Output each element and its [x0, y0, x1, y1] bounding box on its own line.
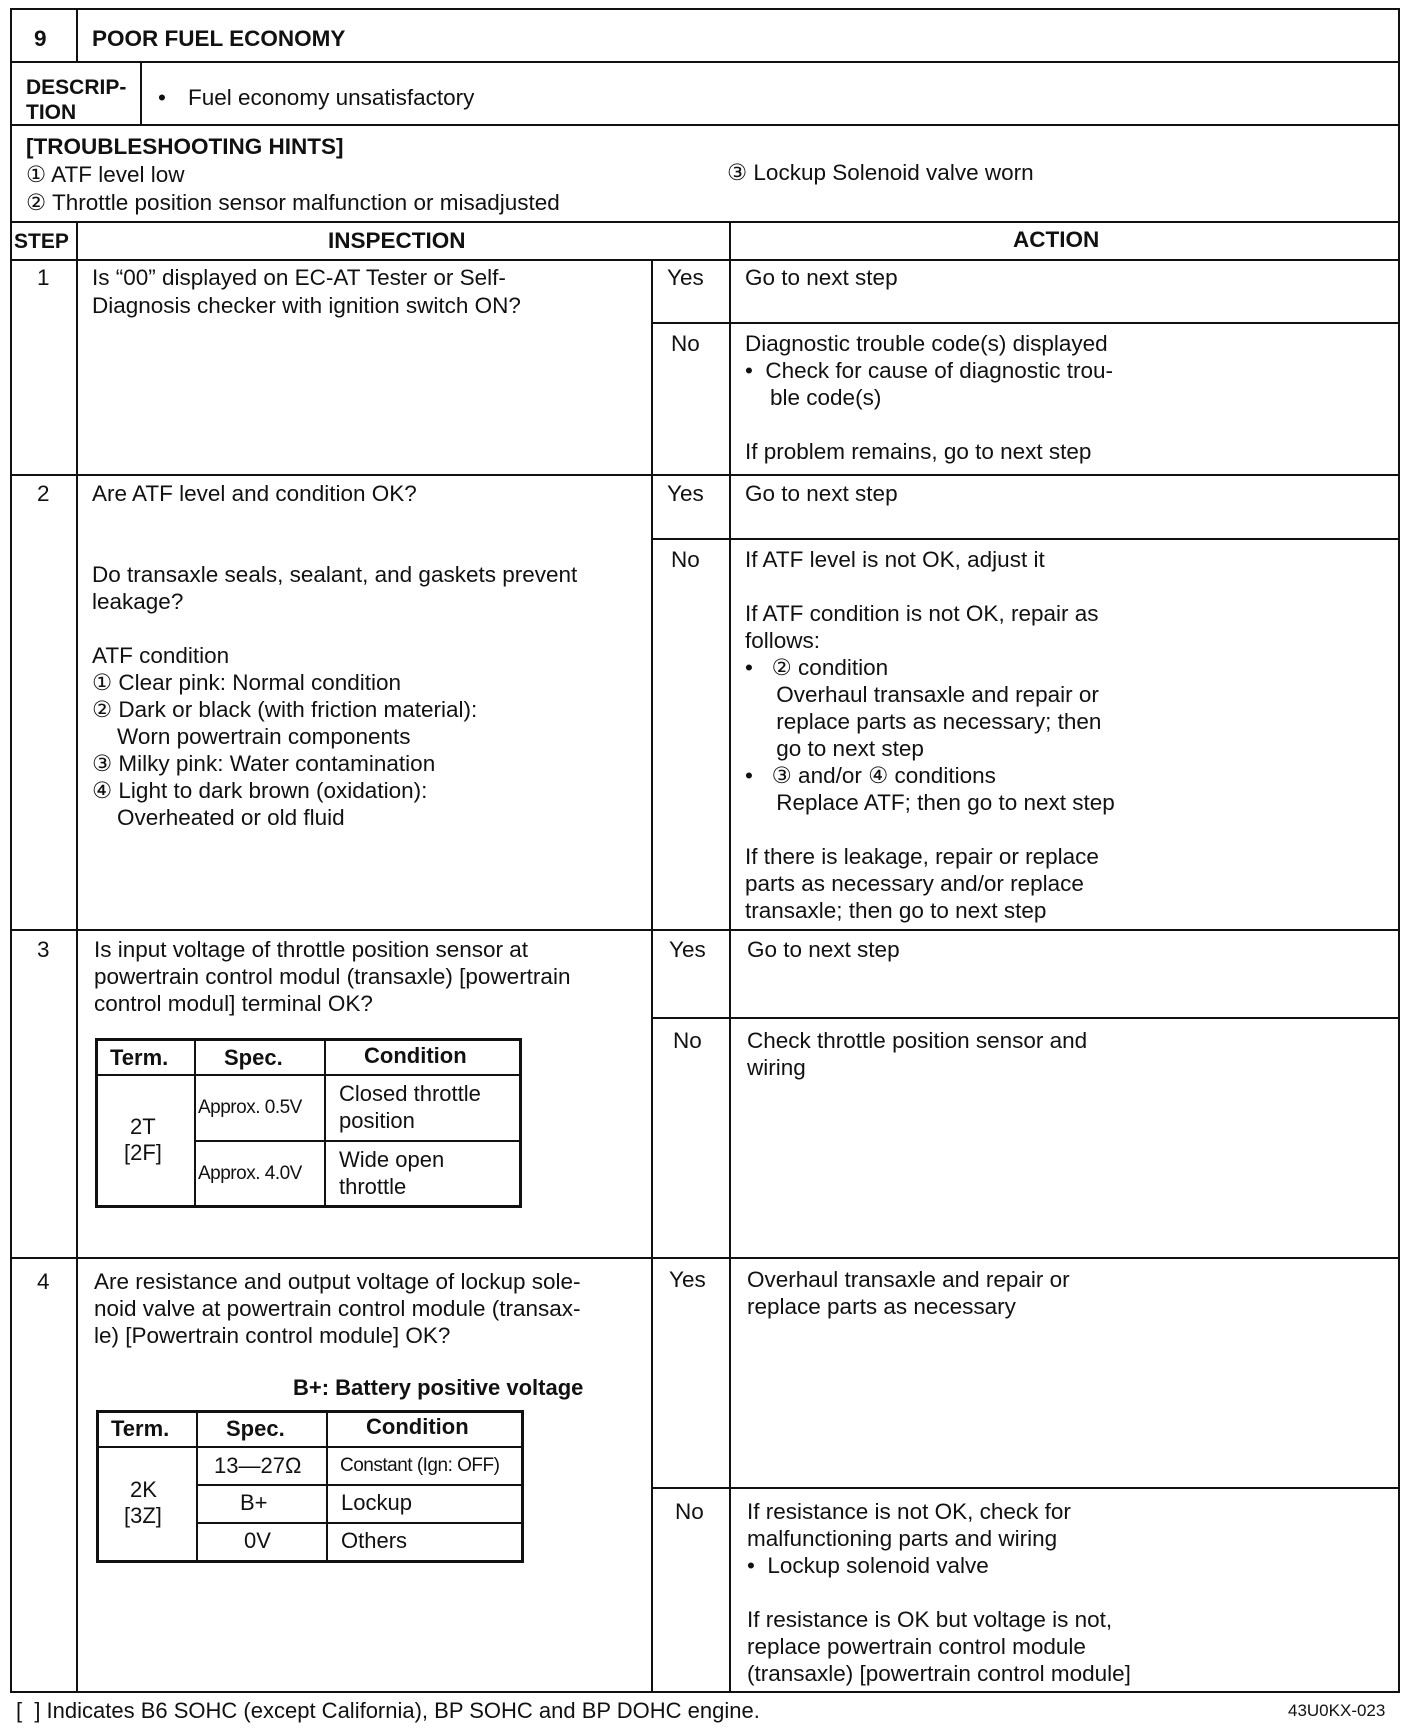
action-line: Overhaul transaxle and repair or	[745, 682, 1099, 707]
table-spec: Approx. 4.0V	[198, 1163, 302, 1184]
action-line: ble code(s)	[745, 385, 882, 410]
hints-title: [TROUBLESHOOTING HINTS]	[26, 134, 344, 159]
inspection-line: ① Clear pink: Normal condition	[92, 670, 402, 695]
action-line: If ATF level is not OK, adjust it	[745, 547, 1045, 572]
battery-voltage-note: B+: Battery positive voltage	[293, 1375, 584, 1400]
inspection-line: Diagnosis checker with ignition switch ON?	[92, 293, 521, 318]
action-line: wiring	[747, 1055, 806, 1080]
table-term: [3Z]	[124, 1503, 162, 1528]
inspection-line: Is “00” displayed on EC-AT Tester or Self-	[92, 265, 506, 290]
action-line: Go to next step	[745, 481, 898, 506]
action-line: Check throttle position sensor and	[747, 1028, 1088, 1053]
inspection-line: powertrain control modul (transaxle) [powertrain	[94, 964, 571, 989]
description-label-line2: TION	[26, 101, 77, 124]
action-line: transaxle; then go to next step	[745, 898, 1047, 923]
action-line: • Check for cause of diagnostic trou-	[745, 358, 1114, 383]
inspection-line: Is input voltage of throttle position sensor at	[94, 937, 529, 962]
table-header-term: Term.	[111, 1416, 170, 1441]
action-line: Diagnostic trouble code(s) displayed	[745, 331, 1108, 356]
action-line: malfunctioning parts and wiring	[747, 1526, 1058, 1551]
table-condition: Constant (Ign: OFF)	[340, 1455, 500, 1476]
table-header-spec: Spec.	[226, 1416, 285, 1441]
no-label: No	[675, 1499, 704, 1524]
action-line: Go to next step	[747, 937, 900, 962]
step-number: 4	[37, 1269, 50, 1294]
action-line: replace powertrain control module	[747, 1634, 1086, 1659]
column-header-action: ACTION	[1013, 227, 1100, 252]
action-line: If ATF condition is not OK, repair as	[745, 601, 1099, 626]
table-spec: 13—27Ω	[214, 1453, 302, 1478]
step-number: 1	[37, 265, 50, 290]
description-label-line1: DESCRIP-	[26, 76, 127, 99]
inspection-line: ③ Milky pink: Water contamination	[92, 751, 436, 776]
action-line: follows:	[745, 628, 821, 653]
table-condition: Wide open	[339, 1147, 445, 1172]
no-label: No	[673, 1028, 702, 1053]
inspection-line: Are ATF level and condition OK?	[92, 481, 417, 506]
inspection-line: leakage?	[92, 589, 184, 614]
inspection-line: Do transaxle seals, sealant, and gaskets prevent	[92, 562, 578, 587]
no-label: No	[671, 547, 700, 572]
table-spec: 0V	[244, 1528, 271, 1553]
action-line: If there is leakage, repair or replace	[745, 844, 1099, 869]
action-line: • Lockup solenoid valve	[747, 1553, 989, 1578]
action-line: Overhaul transaxle and repair or	[747, 1267, 1070, 1292]
action-line: replace parts as necessary; then	[745, 709, 1102, 734]
table-term: [2F]	[124, 1140, 162, 1165]
inspection-line: Overheated or old fluid	[92, 805, 345, 830]
action-line: (transaxle) [powertrain control module]	[747, 1661, 1131, 1686]
table-term: 2K	[130, 1477, 157, 1502]
action-line: • ③ and/or ④ conditions	[745, 763, 996, 788]
step-number: 2	[37, 481, 50, 506]
inspection-line: Are resistance and output voltage of lockup sole-	[94, 1269, 581, 1294]
table-condition: position	[339, 1108, 415, 1133]
section-number: 9	[34, 26, 47, 51]
inspection-line: Worn powertrain components	[92, 724, 411, 749]
action-line: go to next step	[745, 736, 924, 761]
table-condition: Others	[341, 1528, 408, 1553]
table-header-spec: Spec.	[224, 1045, 283, 1070]
hint-item: ① ATF level low	[26, 162, 185, 187]
action-line: If resistance is not OK, check for	[747, 1499, 1071, 1524]
hint-item: ② Throttle position sensor malfunction or misadjusted	[26, 190, 560, 215]
action-line: replace parts as necessary	[747, 1294, 1016, 1319]
step-number: 3	[37, 937, 50, 962]
description-bullet: •	[158, 85, 166, 110]
table-condition: throttle	[339, 1174, 407, 1199]
action-line: Replace ATF; then go to next step	[745, 790, 1115, 815]
table-condition: Closed throttle	[339, 1081, 481, 1106]
action-line: If resistance is OK but voltage is not,	[747, 1607, 1113, 1632]
inspection-line: noid valve at powertrain control module (transax-	[94, 1296, 581, 1321]
inspection-line: ④ Light to dark brown (oxidation):	[92, 778, 428, 803]
column-header-inspection: INSPECTION	[328, 228, 466, 253]
inspection-line: control modul] terminal OK?	[94, 991, 373, 1016]
action-line: If problem remains, go to next step	[745, 439, 1092, 464]
inspection-line: le) [Powertrain control module] OK?	[94, 1323, 451, 1348]
inspection-line: ATF condition	[92, 643, 230, 668]
yes-label: Yes	[669, 1267, 706, 1292]
action-line: • ② condition	[745, 655, 889, 680]
yes-label: Yes	[669, 937, 706, 962]
inspection-line: ② Dark or black (with friction material):	[92, 697, 478, 722]
table-header-condition: Condition	[366, 1414, 469, 1439]
table-spec: Approx. 0.5V	[198, 1097, 302, 1118]
action-line: parts as necessary and/or replace	[745, 871, 1084, 896]
section-title: POOR FUEL ECONOMY	[92, 26, 346, 51]
hint-item: ③ Lockup Solenoid valve worn	[727, 160, 1034, 185]
yes-label: Yes	[667, 265, 704, 290]
column-header-step: STEP	[14, 230, 69, 253]
table-header-condition: Condition	[364, 1043, 467, 1068]
table-term: 2T	[130, 1114, 156, 1139]
yes-label: Yes	[667, 481, 704, 506]
footer-note: [ ] Indicates B6 SOHC (except California), BP SOHC and BP DOHC engine.	[16, 1698, 760, 1723]
figure-code: 43U0KX-023	[1288, 1701, 1386, 1720]
action-line: Go to next step	[745, 265, 898, 290]
table-spec: B+	[240, 1490, 268, 1515]
description-text: Fuel economy unsatisfactory	[188, 85, 475, 110]
table-condition: Lockup	[341, 1490, 412, 1515]
table-header-term: Term.	[110, 1045, 169, 1070]
no-label: No	[671, 331, 700, 356]
